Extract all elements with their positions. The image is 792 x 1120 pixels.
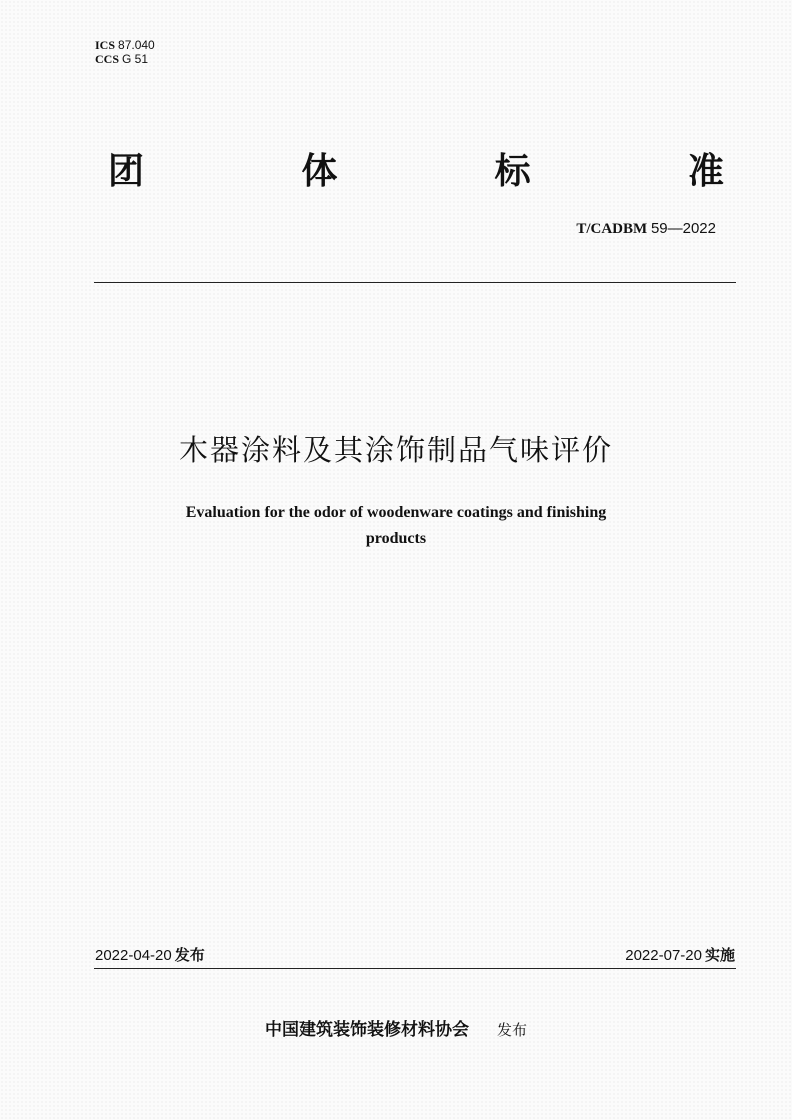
ccs-label: CCS — [95, 52, 120, 66]
issue-date — [95, 945, 205, 966]
implementation-date-value: 2022-07-20 — [625, 947, 702, 964]
issue-date-value: 2022-04-20 — [95, 947, 172, 964]
classification-codes — [95, 38, 155, 66]
standard-type-heading — [108, 150, 724, 194]
top-divider — [94, 282, 736, 283]
heading-char: 准 — [687, 151, 724, 192]
publisher-action: 发布 — [496, 1021, 527, 1039]
publisher-organization: 中国建筑装饰装修材料协会 — [264, 1020, 469, 1040]
title-chinese: 木器涂料及其涂饰制品气味评价 — [178, 433, 613, 467]
heading-char: 体 — [301, 151, 338, 192]
publisher — [0, 1018, 792, 1042]
ccs-code — [95, 52, 155, 66]
ccs-value: G 51 — [122, 52, 149, 66]
bottom-divider — [94, 968, 736, 969]
standard-number-prefix: T/CADBM — [576, 221, 648, 237]
title-english — [0, 500, 792, 552]
standard-number-value: 59—2022 — [650, 220, 716, 237]
issue-date-label: 发布 — [174, 946, 205, 964]
ics-code — [95, 38, 155, 52]
title-english-line-1: Evaluation for the odor of woodenware coatings and finishing — [185, 504, 607, 521]
heading-char: 团 — [108, 151, 145, 192]
implementation-date-label: 实施 — [704, 946, 735, 964]
title-english-line-2: products — [365, 530, 427, 547]
implementation-date — [625, 945, 735, 966]
standard-number — [576, 219, 716, 239]
ics-label: ICS — [95, 38, 116, 52]
heading-char: 标 — [494, 151, 531, 192]
ics-value: 87.040 — [118, 38, 155, 52]
